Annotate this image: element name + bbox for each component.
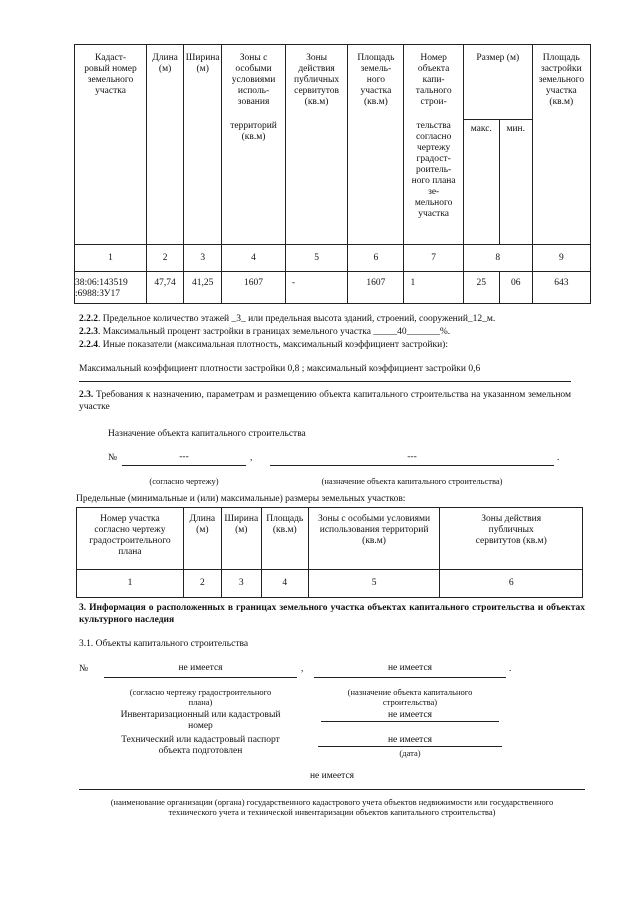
underline: [122, 465, 246, 466]
col-number: 6: [348, 245, 404, 272]
drawing-number-value: не имеется: [178, 663, 223, 673]
underline: [318, 746, 502, 747]
comma: ,: [301, 664, 304, 674]
inventory-number-value: не имеется: [387, 710, 433, 720]
header-width: Ширина (м): [221, 508, 261, 570]
divider: [79, 381, 571, 382]
header-special-zones: Зоны с особыми условиями исполь- зования территорий (кв.м): [222, 45, 286, 245]
header-servitude-zones: Зоны действия публичных сервитутов (кв.м): [440, 508, 583, 570]
paragraph-text: . Максимальный процент застройки в границах земельного участка _____40_______%.: [98, 327, 451, 337]
cell-size-min: 06: [499, 272, 532, 304]
land-plot-table: [74, 44, 591, 304]
paragraph-number: 2.2.2: [79, 314, 98, 324]
paragraph-number: 2.2.4: [79, 340, 98, 350]
number-sign: №: [108, 453, 118, 463]
paragraph-text: . Предельное количество этажей _3_ или предельная высота зданий, строений, сооружений_12_м.: [98, 314, 496, 324]
paragraph-2-2-4: [79, 340, 448, 350]
caption-purpose: (назначение объекта капитального строительства): [347, 687, 473, 707]
caption-drawing: (согласно чертежу): [149, 476, 219, 486]
paragraph-text: . Иные показатели (максимальная плотность, максимальный коэффициент застройки):: [98, 340, 448, 350]
cell-plot-area: 1607: [348, 272, 404, 304]
section-3-title: 3. Информация о расположенных в границах земельного участка объектах капитального строительства и объектах культурного наследия: [79, 603, 585, 625]
col-number: 2: [147, 245, 184, 272]
col-number: 3: [221, 570, 261, 598]
header-length: Длина (м): [147, 45, 184, 245]
underline: [321, 721, 499, 722]
number-sign: №: [79, 664, 89, 674]
organization-value: не имеется: [309, 771, 355, 781]
header-built-area: Площадь застройки земельного участка (кв.м): [532, 45, 590, 245]
header-cadastral-number: Кадаст- ровый номер земельного участка: [75, 45, 147, 245]
header-length: Длина (м): [183, 508, 221, 570]
drawing-number-value: ---: [179, 452, 189, 462]
col-number: 5: [308, 570, 440, 598]
header-object-number: Номер объекта капи- тального строи- тельства согласно чертежу градост- роитель- ного плана зе- мельного участка: [404, 45, 463, 245]
passport-label: Технический или кадастровый паспорт объекта подготовлен: [121, 735, 280, 756]
purpose-title: Назначение объекта капитального строительства: [108, 429, 306, 439]
caption-purpose: (назначение объекта капитального строительства): [321, 476, 503, 486]
plot-size-limits-table: [76, 507, 583, 598]
inventory-number-label: Инвентаризационный или кадастровый номер: [120, 710, 281, 731]
cell-size-max: 25: [463, 272, 499, 304]
divider: [79, 789, 585, 790]
col-number: 7: [404, 245, 463, 272]
section-2-3: [79, 389, 571, 413]
caption-date: (дата): [399, 748, 421, 758]
passport-value: не имеется: [387, 735, 433, 745]
cell-width: 41,25: [184, 272, 222, 304]
col-number: 3: [184, 245, 222, 272]
cell-built-area: 643: [532, 272, 590, 304]
header-width: Ширина (м): [184, 45, 222, 245]
header-servitude-zones: Зоны действия публичных сервитутов (кв.м): [285, 45, 348, 245]
col-number: 5: [285, 245, 348, 272]
section-text: Требования к назначению, параметрам и размещению объекта капитального строительства на указанном земельном участке: [79, 390, 571, 412]
col-number: 8: [463, 245, 532, 272]
cell-object-number: 1: [404, 272, 463, 304]
caption-drawing-plan: (согласно чертежу градостроительного плана): [129, 687, 272, 707]
underline: [270, 465, 554, 466]
cell-servitude: -: [285, 272, 348, 304]
section-3-1-title: 3.1. Объекты капитального строительства: [79, 639, 249, 649]
header-size: Размер (м): [463, 45, 532, 120]
comma: ,: [250, 453, 253, 463]
cell-length: 47,74: [147, 272, 184, 304]
density-coefficients: Максимальный коэффициент плотности застройки 0,8 ; максимальный коэффициент застройки 0,6: [79, 364, 481, 374]
paragraph-2-2-2: [79, 314, 495, 324]
header-size-max: макс.: [463, 120, 499, 245]
section-number: 2.3.: [79, 390, 94, 400]
col-number: 1: [77, 570, 184, 598]
limits-title: Предельные (минимальные и (или) максимальные) размеры земельных участков:: [76, 494, 406, 504]
header-special-zones: Зоны с особыми условиями использования территорий (кв.м): [308, 508, 440, 570]
header-plot-area: Площадь земель- ного участка (кв.м): [348, 45, 404, 245]
purpose-value: ---: [407, 452, 417, 462]
col-number: 6: [440, 570, 583, 598]
header-plot-number: Номер участка согласно чертежу градостроительного плана: [77, 508, 184, 570]
header-area: Площадь (кв.м): [261, 508, 308, 570]
underline: [104, 677, 297, 678]
caption-organization: (наименование организации (органа) государственного кадастрового учета объектов недвижимости или государственного технического учета и технической инвентаризации объектов капитального строительства): [110, 797, 554, 817]
paragraph-number: 2.2.3: [79, 327, 98, 337]
col-number: 4: [222, 245, 286, 272]
cell-cadastral-number: 38:06:143519 :6988:ЗУ17: [75, 272, 147, 304]
paragraph-2-2-3: [79, 327, 450, 337]
col-number: 4: [261, 570, 308, 598]
purpose-value: не имеется: [387, 663, 433, 673]
period: .: [557, 453, 560, 463]
col-number: 1: [75, 245, 147, 272]
header-size-min: мин.: [499, 120, 532, 245]
col-number: 9: [532, 245, 590, 272]
cell-special-zones: 1607: [222, 272, 286, 304]
underline: [314, 677, 506, 678]
col-number: 2: [183, 570, 221, 598]
period: .: [509, 664, 512, 674]
